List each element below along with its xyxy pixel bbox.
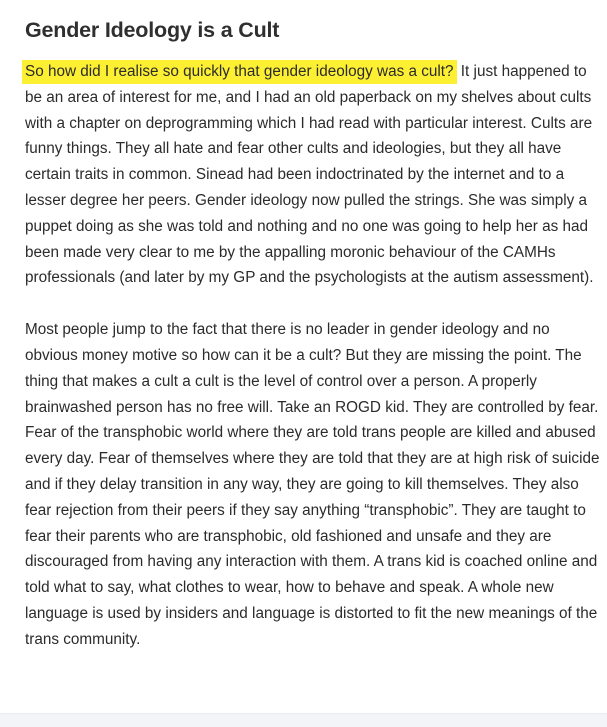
article <box>25 0 600 653</box>
paragraph-1-text: It just happened to be an area of interest for me, and I had an old paperback on my shelves about cults with a chapter on deprogramming which I had read with particular interest. Cults are funny things. They all hate and fear other cults and ideologies, but they all have certain traits in common. Sinead had been indoctrinated by the internet and to a lesser degree her peers. Gender ideology now pulled the strings. She was simply a puppet doing as she was told and nothing and no one was going to help her as had been made very clear to me by the appalling moronic behaviour of the CAMHs professionals (and later by my GP and the psychologists at the autism assessment). <box>25 63 594 287</box>
bottom-divider-strip <box>0 713 607 727</box>
paragraph-2: Most people jump to the fact that there is no leader in gender ideology and no obvious money motive so how can it be a cult? But they are missing the point. The thing that makes a cult a cult is the level of control over a person. A properly brainwashed person has no free will. Take an ROGD kid. They are controlled by fear. Fear of the transphobic world where they are told trans people are killed and abused every day. Fear of themselves where they are told that they are at high risk of suicide and if they delay transition in any way, they are going to kill themselves. They also fear rejection from their peers if they say anything “transphobic”. They are taught to fear their parents who are transphobic, old fashioned and unsafe and they are discouraged from having any interaction with them. A trans kid is coached online and told what to say, what clothes to wear, how to behave and speak. A whole new language is used by insiders and language is distorted to fit the new meanings of the trans community. <box>25 321 600 648</box>
article-title: Gender Ideology is a Cult <box>25 18 280 42</box>
highlighted-sentence: So how did I realise so quickly that gender ideology was a cult? <box>22 60 457 84</box>
paragraph-1 <box>25 59 600 291</box>
